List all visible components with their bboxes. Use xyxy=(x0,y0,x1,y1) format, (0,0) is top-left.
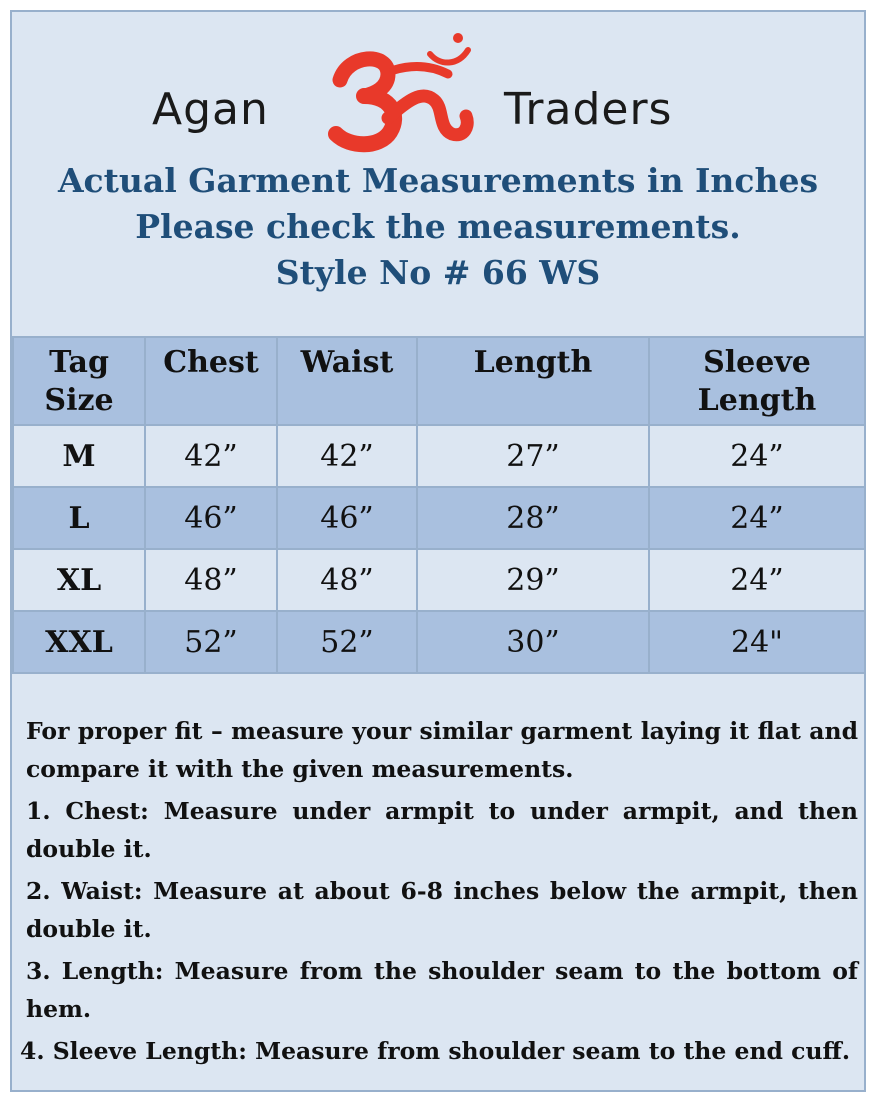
header-waist xyxy=(277,337,417,425)
header-sleeve-length xyxy=(649,337,865,425)
brand-name-right: Traders xyxy=(504,84,673,135)
om-icon xyxy=(318,30,490,156)
brand-name-left: Agan xyxy=(152,84,269,135)
instruction-step-sleeve: 4. Sleeve Length: Measure from shoulder seam to the end cuff. xyxy=(20,1037,851,1065)
size-chart-panel xyxy=(10,10,866,1092)
cell-chest: 42” xyxy=(145,425,277,487)
instruction-step-chest: 1. Chest: Measure under armpit to under armpit, and then double it. xyxy=(26,797,858,863)
cell-sleeve: 24” xyxy=(649,549,865,611)
cell-tag-size: L xyxy=(13,487,145,549)
header-line: Waist xyxy=(300,345,394,380)
instructions-intro: For proper fit – measure your similar garment laying it flat and compare it with the given measurements. xyxy=(26,717,858,783)
cell-tag-size: XL xyxy=(13,549,145,611)
cell-sleeve: 24” xyxy=(649,487,865,549)
table-header-row xyxy=(13,337,865,425)
cell-tag-size: XXL xyxy=(13,611,145,673)
cell-sleeve: 24” xyxy=(649,425,865,487)
header-length xyxy=(417,337,649,425)
cell-waist: 42” xyxy=(277,425,417,487)
cell-chest: 48” xyxy=(145,549,277,611)
header-line: Chest xyxy=(163,345,259,380)
page-title: Actual Garment Measurements in Inches xyxy=(57,161,819,200)
instruction-step-waist: 2. Waist: Measure at about 6-8 inches below the armpit, then double it. xyxy=(26,877,858,943)
header-line: Size xyxy=(44,383,114,418)
header-tag-size xyxy=(13,337,145,425)
header-line: Tag xyxy=(49,345,109,380)
header-line: Length xyxy=(697,383,817,418)
style-number: Style No # 66 WS xyxy=(275,253,601,292)
measurement-instructions xyxy=(20,712,858,1074)
cell-length: 27” xyxy=(417,425,649,487)
table-row xyxy=(13,611,865,673)
size-chart-table xyxy=(12,336,866,674)
table-row xyxy=(13,549,865,611)
table-row xyxy=(13,425,865,487)
cell-sleeve: 24" xyxy=(649,611,865,673)
cell-length: 29” xyxy=(417,549,649,611)
cell-waist: 46” xyxy=(277,487,417,549)
cell-waist: 48” xyxy=(277,549,417,611)
table-row xyxy=(13,487,865,549)
header-line: Length xyxy=(473,345,593,380)
page-subtitle: Please check the measurements. xyxy=(135,207,741,246)
cell-chest: 52” xyxy=(145,611,277,673)
cell-tag-size: M xyxy=(13,425,145,487)
brand-logo xyxy=(12,30,864,156)
cell-length: 30” xyxy=(417,611,649,673)
cell-length: 28” xyxy=(417,487,649,549)
instruction-step-length: 3. Length: Measure from the shoulder seam to the bottom of hem. xyxy=(26,957,858,1023)
cell-waist: 52” xyxy=(277,611,417,673)
header-section xyxy=(12,12,864,338)
header-chest xyxy=(145,337,277,425)
header-line: Sleeve xyxy=(703,345,811,380)
cell-chest: 46” xyxy=(145,487,277,549)
